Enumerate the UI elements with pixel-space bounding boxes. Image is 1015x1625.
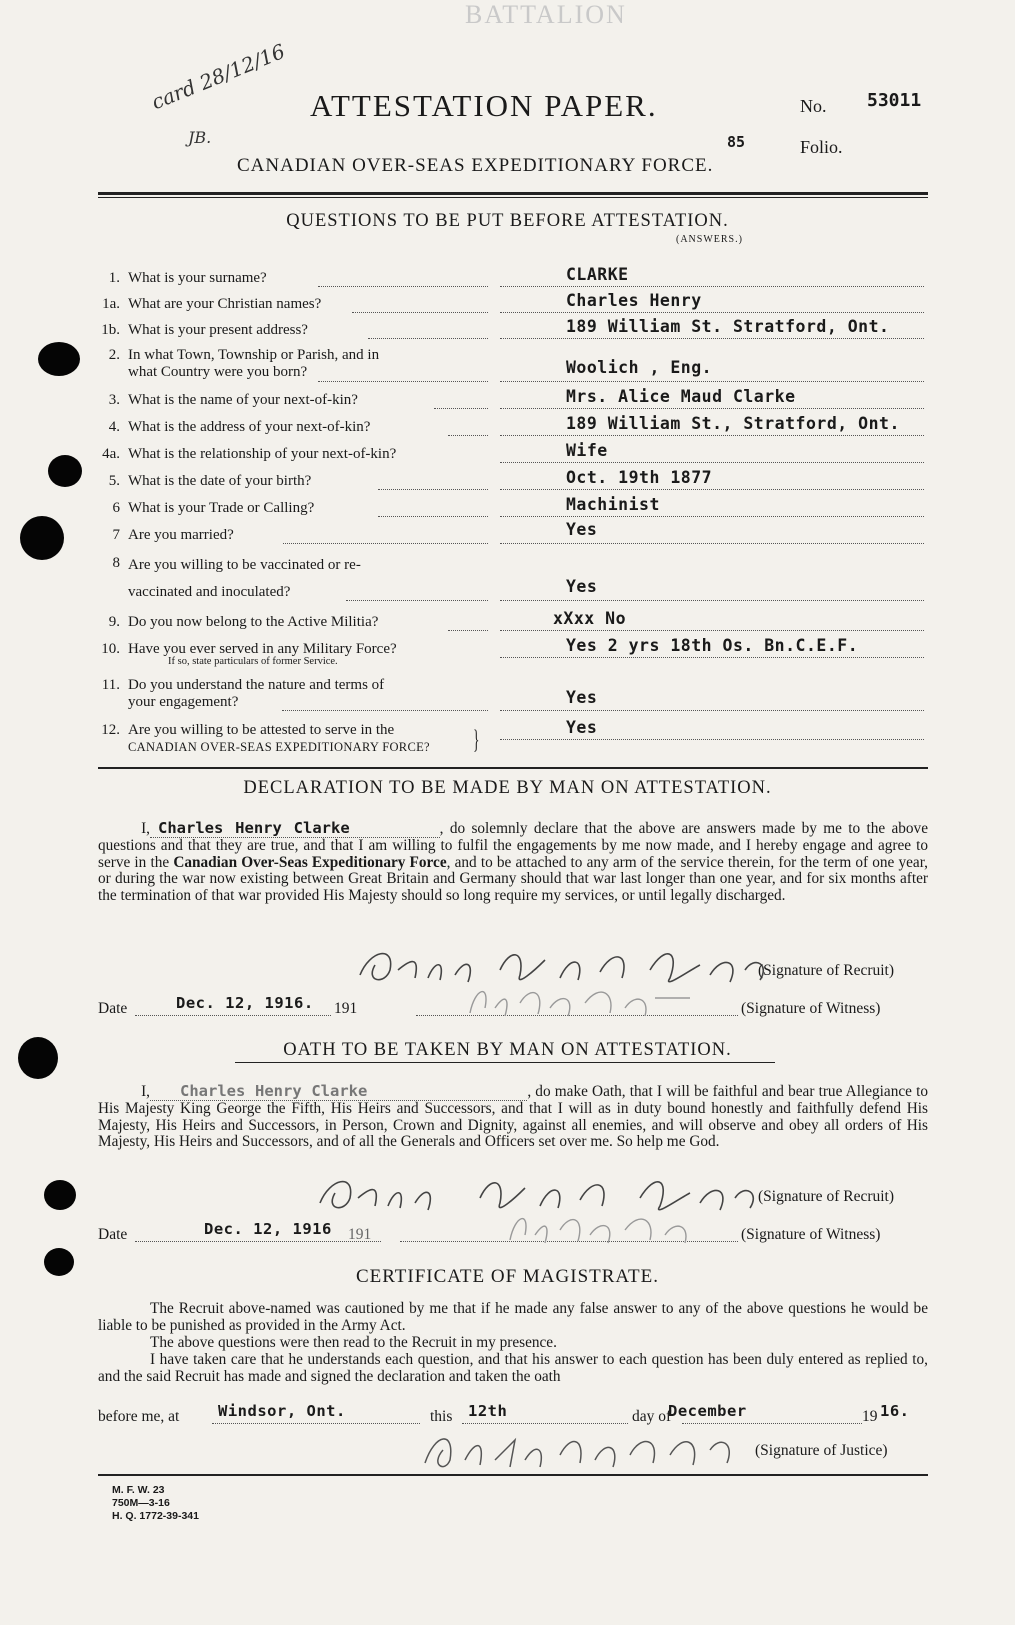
question-1-dots [318,286,488,287]
punch-hole [38,342,80,376]
answer-line [500,286,924,287]
oath-name: Charles Henry Clarke [150,1082,527,1101]
certificate-day: 12th [468,1402,508,1420]
document-subtitle: CANADIAN OVER-SEAS EXPEDITIONARY FORCE. [237,155,714,176]
oath-year-suffix: 191 [348,1226,372,1243]
certificate-para-1: The Recruit above-named was cautioned by me that if he made any false answer to any of the above questions he would be liable to be punished as provided in the Army Act. [98,1300,928,1334]
certificate-para-2: The above questions were then read to the Recruit in my presence. [150,1334,557,1351]
questions-section-title: QUESTIONS TO BE PUT BEFORE ATTESTATION. [286,211,729,231]
oath-date-dots [135,1241,381,1242]
answers-label: (ANSWERS.) [676,234,743,245]
answer-military-service: Yes 2 yrs 18th Os. Bn.C.E.F. [566,636,859,655]
question-10-note: If so, state particulars of former Service. [168,656,338,667]
answer-line [500,338,924,339]
answer-line [500,435,924,436]
certificate-title: CERTIFICATE OF MAGISTRATE. [355,1266,659,1287]
answer-vaccinated: Yes [566,577,598,596]
declaration-text: I, Charles Henry Clarke , do solemnly declare that the above are answers made by me to the above questions and that they are true, and that I am willing to fulfil the engagements by me now made, and I hereby engage and agree to serve in the Canadian Over-Seas Expeditionary Force, and to be attached to any arm of the service therein, for the term of one year, or during the war now existing between Great Britain and Germany should that war last longer than one year, and for six months after the termination of that war provided His Majesty should so long require my services, or until legally discharged. [98,819,929,905]
date-label: Date [98,1000,128,1017]
question-5-dots [378,489,488,490]
date-dots [135,1015,331,1016]
question-2-dots [318,381,488,382]
before-me-label: before me, at [98,1408,180,1425]
question-12-bracket: } [473,725,480,754]
recruit-signature-label: (Signature of Recruit) [758,962,895,979]
question-9-dots [448,630,488,631]
answer-relationship: Wife [566,441,608,460]
oath-recruit-signature-label: (Signature of Recruit) [758,1188,895,1205]
this-label: this [430,1408,453,1425]
oath-text: I, Charles Henry Clarke , do make Oath, that I will be faithful and bear true Allegiance to His Majesty King George the Fifth, His Heirs and Successors, and that I will as in duty bound honestly and faithfully defend His Majesty, His Heirs and Successors, in Person, Crown and Dignity, against all enemies, and will observe and obey all orders of His Majesty, His Heirs and Successors, and of all the Generals and Officers set over me. So help me God. [98,1082,928,1151]
answer-line [500,408,924,409]
header-rule [98,192,928,195]
certificate-place: Windsor, Ont. [218,1402,346,1420]
punch-hole [48,455,82,487]
answer-birthplace: Woolich , Eng. [566,358,713,377]
day-of-label: day of [632,1408,672,1425]
oath-date: Dec. 12, 1916 [204,1220,332,1238]
answer-trade: Machinist [566,495,660,514]
day-dots [462,1423,628,1424]
month-dots [682,1423,862,1424]
declaration-title: DECLARATION TO BE MADE BY MAN ON ATTESTATION. [243,778,772,798]
witness-signature-declaration [450,978,710,1023]
answer-line [500,600,924,601]
question-1b-dots [368,338,488,339]
form-reference: M. F. W. 23 750M—3-16 H. Q. 1772-39-341 [112,1484,199,1522]
footer-rule [98,1474,928,1476]
witness-signature-label: (Signature of Witness) [741,1000,881,1017]
number-value: 53011 [867,90,922,111]
witness-signature-oath [490,1205,730,1250]
oath-date-label: Date [98,1226,128,1243]
answer-line [500,710,924,711]
answer-line [500,630,924,631]
year-prefix: 19 [862,1408,878,1425]
certificate-year: 16. [880,1402,910,1420]
number-label: No. [800,96,827,116]
oath-title-underline [235,1062,775,1063]
oath-title: OATH TO BE TAKEN BY MAN ON ATTESTATION. [283,1040,732,1060]
answer-next-of-kin-address: 189 William St., Stratford, Ont. [566,414,900,433]
punch-hole [20,516,64,560]
answer-understand-terms: Yes [566,688,598,707]
question-6-dots [378,516,488,517]
declaration-date: Dec. 12, 1916. [176,994,314,1012]
justice-signature [415,1425,755,1475]
certificate-para-3: I have taken care that he understands each question, and that his answer to each question has been duly entered as replied to, and the said Recruit has made and signed the declaration and taken the oath [98,1351,928,1385]
oath-witness-signature-label: (Signature of Witness) [741,1226,881,1243]
answer-line [500,543,924,544]
folio-value: 85 [727,133,746,151]
certificate-month: December [668,1402,747,1420]
question-8-dots [346,600,488,601]
question-3-dots [434,408,488,409]
answer-active-militia: xXxx No [553,609,627,628]
header-rule-thin [98,197,928,198]
answer-line [500,516,924,517]
handwritten-initials: JB. [188,128,212,147]
declaration-name: Charles Henry Clarke [150,819,440,838]
questions-end-rule [98,767,928,769]
question-1a-dots [352,312,488,313]
answer-present-address: 189 William St. Stratford, Ont. [566,317,890,336]
punch-hole [44,1180,76,1210]
answer-surname: CLARKE [566,265,629,284]
answer-next-of-kin: Mrs. Alice Maud Clarke [566,387,796,406]
answer-line [500,657,924,658]
question-7-dots [283,543,488,544]
document-title: ATTESTATION PAPER. [310,88,658,123]
question-4-dots [448,435,488,436]
justice-signature-label: (Signature of Justice) [755,1442,888,1459]
answer-christian-names: Charles Henry [566,291,702,310]
answer-birth-date: Oct. 19th 1877 [566,468,713,487]
answer-willing-attested: Yes [566,718,598,737]
answer-line [500,312,924,313]
year-suffix: 191 [334,1000,358,1017]
battalion-stamp: BATTALION [465,0,627,29]
place-dots [212,1423,420,1424]
answer-line [500,489,924,490]
folio-label: Folio. [800,137,843,157]
handwritten-card-note: card 28/12/16 [148,38,289,115]
answer-line [500,739,924,740]
answer-married: Yes [566,520,598,539]
question-11-dots [282,710,488,711]
answer-line [500,462,924,463]
answer-line [500,381,924,382]
